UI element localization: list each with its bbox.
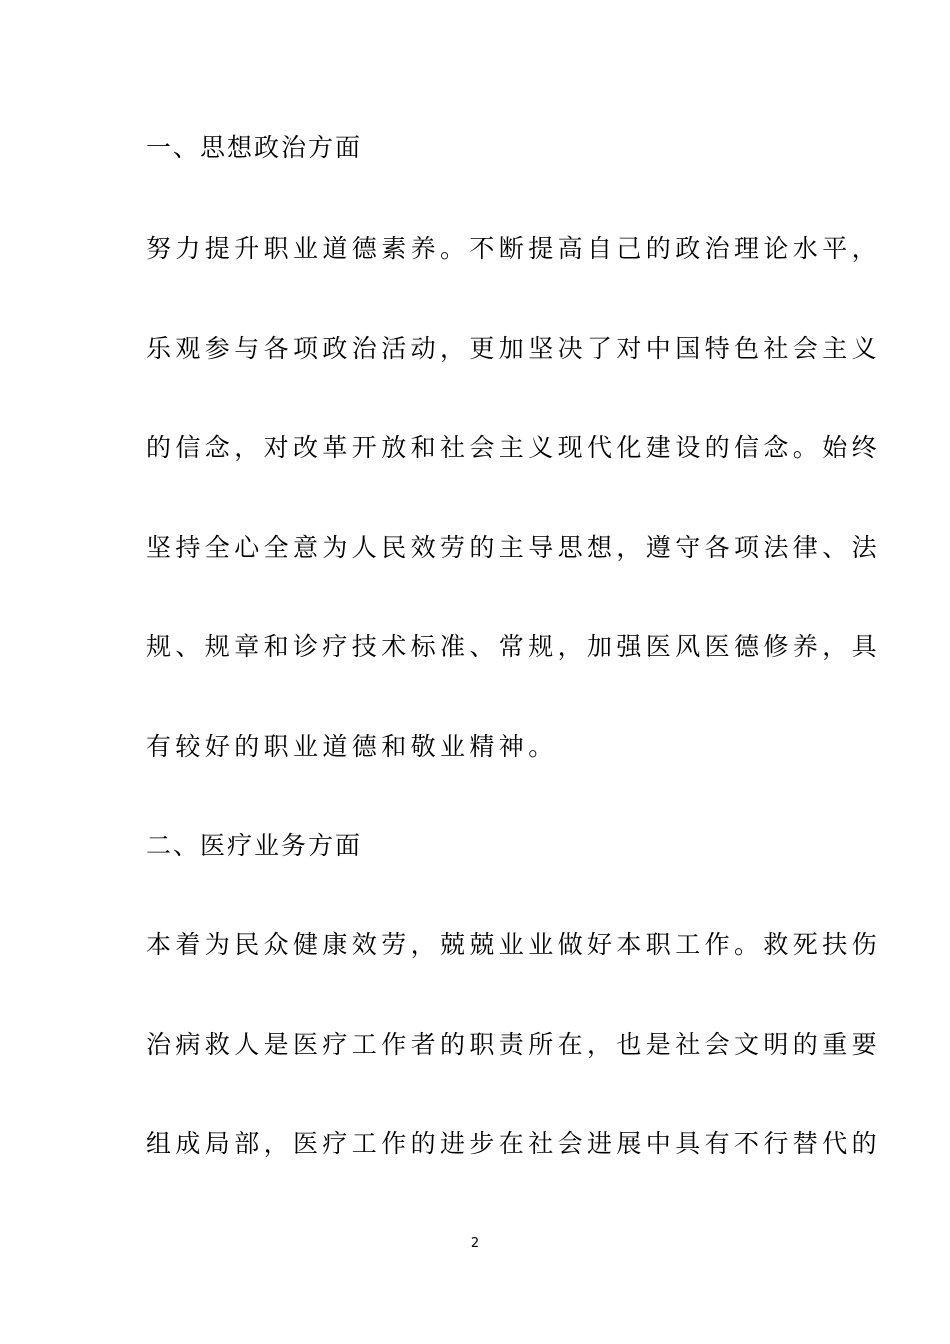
paragraph-line: 努力提升职业道德素养。不断提高自己的政治理论水平， xyxy=(146,234,882,263)
section-heading-medical: 二、医疗业务方面 xyxy=(146,831,363,860)
paragraph-line: 坚持全心全意为人民效劳的主导思想，遵守各项法律、法 xyxy=(146,533,882,562)
paragraph-line: 规、规章和诊疗技术标准、常规，加强医风医德修养，具 xyxy=(146,632,882,661)
paragraph-line: 有较好的职业道德和敬业精神。 xyxy=(146,732,558,761)
paragraph-line: 治病救人是医疗工作者的职责所在，也是社会文明的重要 xyxy=(146,1030,882,1059)
page-number: 2 xyxy=(470,1236,480,1251)
paragraph-line: 的信念，对改革开放和社会主义现代化建设的信念。始终 xyxy=(146,433,882,462)
paragraph-line: 乐观参与各项政治活动，更加坚决了对中国特色社会主义 xyxy=(146,334,882,363)
section-heading-political: 一、思想政治方面 xyxy=(146,133,363,162)
paragraph-line: 组成局部，医疗工作的进步在社会进展中具有不行替代的 xyxy=(146,1129,882,1158)
paragraph-line: 本着为民众健康效劳，兢兢业业做好本职工作。救死扶伤 xyxy=(146,930,882,959)
